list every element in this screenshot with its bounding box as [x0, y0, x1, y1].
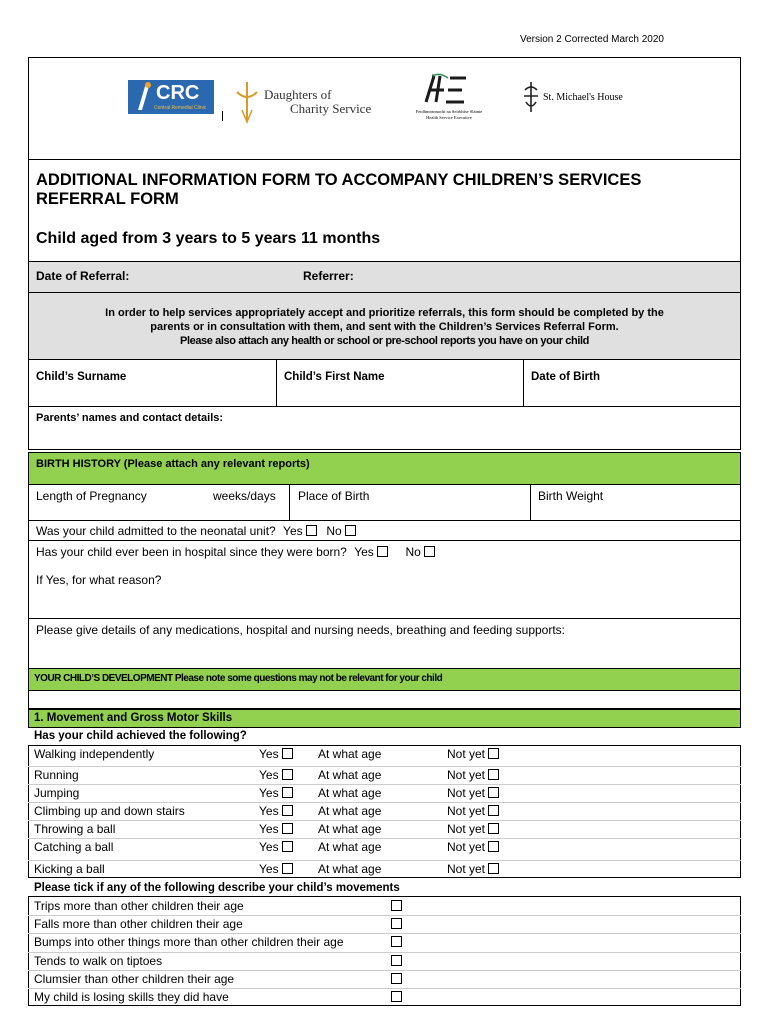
birth-weight-field[interactable]: Birth Weight	[538, 489, 604, 503]
development-title: YOUR CHILD’S DEVELOPMENT Please note some questions may not be relevant for your child	[34, 673, 443, 684]
skill-row-divider	[28, 860, 741, 861]
skill-yes	[259, 768, 293, 782]
movement-label: Trips more than other children their age	[34, 899, 244, 913]
skill-yes	[259, 862, 293, 876]
movement-checkbox[interactable]	[391, 955, 402, 966]
neonatal-question	[36, 524, 356, 538]
child-surname-field[interactable]: Child’s Surname	[36, 371, 127, 383]
skill-label: Walking independently	[34, 747, 155, 761]
movement-label: Bumps into other things more than other children their age	[34, 935, 344, 950]
skill-age-field[interactable]: At what age	[318, 862, 382, 876]
birth-divider-2	[530, 484, 531, 521]
skill-row-divider	[28, 838, 741, 839]
skill-label: Jumping	[34, 786, 80, 800]
neonatal-question-text: Was your child admitted to the neonatal unit?	[36, 524, 276, 538]
child-details-row	[28, 359, 741, 407]
skill-not-yet	[447, 747, 499, 761]
crc-logo	[128, 80, 214, 114]
movement-row-divider	[28, 952, 741, 953]
skill-yes-label: Yes	[259, 768, 279, 782]
crc-subtext: Central Remedial Clinic	[154, 105, 207, 111]
skill-label: Climbing up and down stairs	[34, 804, 185, 818]
skill-yes	[259, 747, 293, 761]
skill-age-field[interactable]: At what age	[318, 747, 382, 761]
version-note: Version 2 Corrected March 2020	[520, 34, 664, 45]
skill-not-yet-checkbox[interactable]	[488, 841, 499, 852]
neonatal-yes-checkbox[interactable]	[306, 525, 317, 536]
skill-age-field[interactable]: At what age	[318, 768, 382, 782]
skill-yes	[259, 786, 293, 800]
skill-yes	[259, 804, 293, 818]
skill-label: Kicking a ball	[34, 862, 105, 876]
hospital-no-label: No	[405, 545, 421, 559]
movement-label: My child is losing skills they did have	[34, 990, 229, 1004]
hse-line2: Health Service Executive	[426, 115, 472, 120]
skill-not-yet	[447, 822, 499, 836]
movement-row-divider	[28, 933, 741, 934]
skill-label: Catching a ball	[34, 840, 114, 854]
hse-line1: Feidhmeannacht na Seirbhíse Sláinte	[415, 109, 483, 114]
skill-yes-checkbox[interactable]	[282, 863, 293, 874]
intro-line2: parents or in consultation with them, and sent with the Children’s Services Referral Form.	[150, 321, 619, 333]
hospital-yes-checkbox[interactable]	[377, 546, 388, 557]
referrer-label: Referrer:	[303, 269, 354, 283]
skill-row-divider	[28, 784, 741, 785]
skill-not-yet-checkbox[interactable]	[488, 787, 499, 798]
doc-line2: Charity Service	[290, 101, 372, 116]
divider-mark	[222, 111, 223, 121]
skill-yes-label: Yes	[259, 804, 279, 818]
birth-divider-1	[289, 484, 290, 521]
place-of-birth-field[interactable]: Place of Birth	[298, 489, 370, 503]
skill-age-field[interactable]: At what age	[318, 840, 382, 854]
st-michaels-icon	[521, 80, 541, 114]
referral-row	[28, 261, 741, 293]
daughters-of-charity-icon	[234, 80, 260, 124]
skill-yes-checkbox[interactable]	[282, 748, 293, 759]
skill-not-yet-checkbox[interactable]	[488, 769, 499, 780]
skill-row-divider	[28, 766, 741, 767]
medications-field[interactable]: Please give details of any medications, hospital and nursing needs, breathing and feeding supports:	[36, 623, 566, 637]
skill-not-yet-label: Not yet	[447, 862, 486, 876]
movement-checkbox[interactable]	[391, 936, 402, 947]
skill-not-yet	[447, 862, 499, 876]
skill-not-yet-checkbox[interactable]	[488, 748, 499, 759]
hse-logo	[394, 72, 504, 132]
movement-label: Falls more than other children their age	[34, 917, 243, 932]
skill-label: Running	[34, 768, 79, 782]
skill-not-yet	[447, 804, 499, 818]
child-divider-1	[276, 359, 277, 407]
movement-checkbox[interactable]	[391, 918, 402, 929]
daughters-of-charity-text	[264, 88, 371, 116]
skill-not-yet-label: Not yet	[447, 840, 486, 854]
neonatal-no-checkbox[interactable]	[345, 525, 356, 536]
movement-checkbox[interactable]	[391, 991, 402, 1002]
movement-checkbox[interactable]	[391, 973, 402, 984]
st-michaels-text: St. Michael's House	[543, 92, 623, 103]
skill-age-field[interactable]: At what age	[318, 786, 382, 800]
skill-yes-label: Yes	[259, 862, 279, 876]
skill-not-yet-label: Not yet	[447, 786, 486, 800]
birth-history-title: BIRTH HISTORY (Please attach any relevant reports)	[36, 458, 310, 470]
tick-movements-question: Please tick if any of the following describe your child’s movements	[34, 882, 400, 894]
hospital-question-text: Has your child ever been in hospital since they were born?	[36, 545, 347, 559]
skill-not-yet	[447, 840, 499, 854]
crc-text: CRC	[156, 82, 200, 104]
doc-line1: Daughters of	[264, 87, 332, 102]
hse-mark-icon	[422, 72, 472, 106]
intro-text	[28, 306, 741, 348]
child-first-name-field[interactable]: Child’s First Name	[284, 371, 385, 383]
skill-label: Throwing a ball	[34, 822, 116, 836]
skill-yes	[259, 840, 293, 854]
skill-not-yet-checkbox[interactable]	[488, 863, 499, 874]
skill-age-field[interactable]: At what age	[318, 804, 382, 818]
hospital-no-checkbox[interactable]	[424, 546, 435, 557]
intro-line1: In order to help services appropriately accept and prioritize referrals, this form should be completed by the	[105, 307, 664, 319]
date-of-birth-field[interactable]: Date of Birth	[531, 371, 600, 383]
skill-yes-label: Yes	[259, 822, 279, 836]
crc-figure-icon	[132, 80, 154, 114]
movement-label: Tends to walk on tiptoes	[34, 953, 163, 968]
skill-age-field[interactable]: At what age	[318, 822, 382, 836]
date-of-referral-label: Date of Referral:	[36, 269, 130, 283]
skill-not-yet	[447, 786, 499, 800]
movement-row-divider	[28, 988, 741, 989]
skill-not-yet-label: Not yet	[447, 804, 486, 818]
neonatal-no-label: No	[326, 524, 342, 538]
skill-not-yet-checkbox[interactable]	[488, 823, 499, 834]
child-divider-2	[523, 359, 524, 407]
skill-yes-label: Yes	[259, 840, 279, 854]
skill-not-yet-checkbox[interactable]	[488, 805, 499, 816]
skill-not-yet-label: Not yet	[447, 822, 486, 836]
hospital-reason-field[interactable]: If Yes, for what reason?	[36, 573, 162, 587]
neonatal-yes-label: Yes	[283, 524, 303, 538]
skill-yes-label: Yes	[259, 786, 279, 800]
skill-yes-checkbox[interactable]	[282, 805, 293, 816]
skill-yes-label: Yes	[259, 747, 279, 761]
skill-yes	[259, 822, 293, 836]
weeks-days-label: weeks/days	[213, 489, 276, 503]
movement-label: Clumsier than other children their age	[34, 971, 235, 986]
skill-yes-checkbox[interactable]	[282, 769, 293, 780]
skill-not-yet-label: Not yet	[447, 768, 486, 782]
skill-not-yet	[447, 768, 499, 782]
page-title: ADDITIONAL INFORMATION FORM TO ACCOMPANY CHILDREN’S SERVICES REFERRAL FORM	[36, 171, 642, 208]
movement-checkbox[interactable]	[391, 900, 402, 911]
hospital-question	[36, 545, 435, 559]
skill-row-divider	[28, 802, 741, 803]
skill-yes-checkbox[interactable]	[282, 787, 293, 798]
length-of-pregnancy-field[interactable]: Length of Pregnancy	[36, 489, 147, 503]
parents-contact-field[interactable]: Parents’ names and contact details:	[36, 412, 224, 424]
skill-yes-checkbox[interactable]	[282, 841, 293, 852]
logos-banner	[28, 57, 741, 160]
skill-yes-checkbox[interactable]	[282, 823, 293, 834]
skill-not-yet-label: Not yet	[447, 747, 486, 761]
achieved-question: Has your child achieved the following?	[34, 730, 247, 742]
development-spacer	[28, 690, 741, 709]
movement-section-title: 1. Movement and Gross Motor Skills	[34, 712, 233, 724]
page-subtitle: Child aged from 3 years to 5 years 11 months	[36, 230, 381, 247]
intro-line3: Please also attach any health or school or pre-school reports you have on your child	[180, 335, 589, 347]
hospital-yes-label: Yes	[354, 545, 374, 559]
movement-row-divider	[28, 915, 741, 916]
skill-row-divider	[28, 820, 741, 821]
movement-row-divider	[28, 970, 741, 971]
